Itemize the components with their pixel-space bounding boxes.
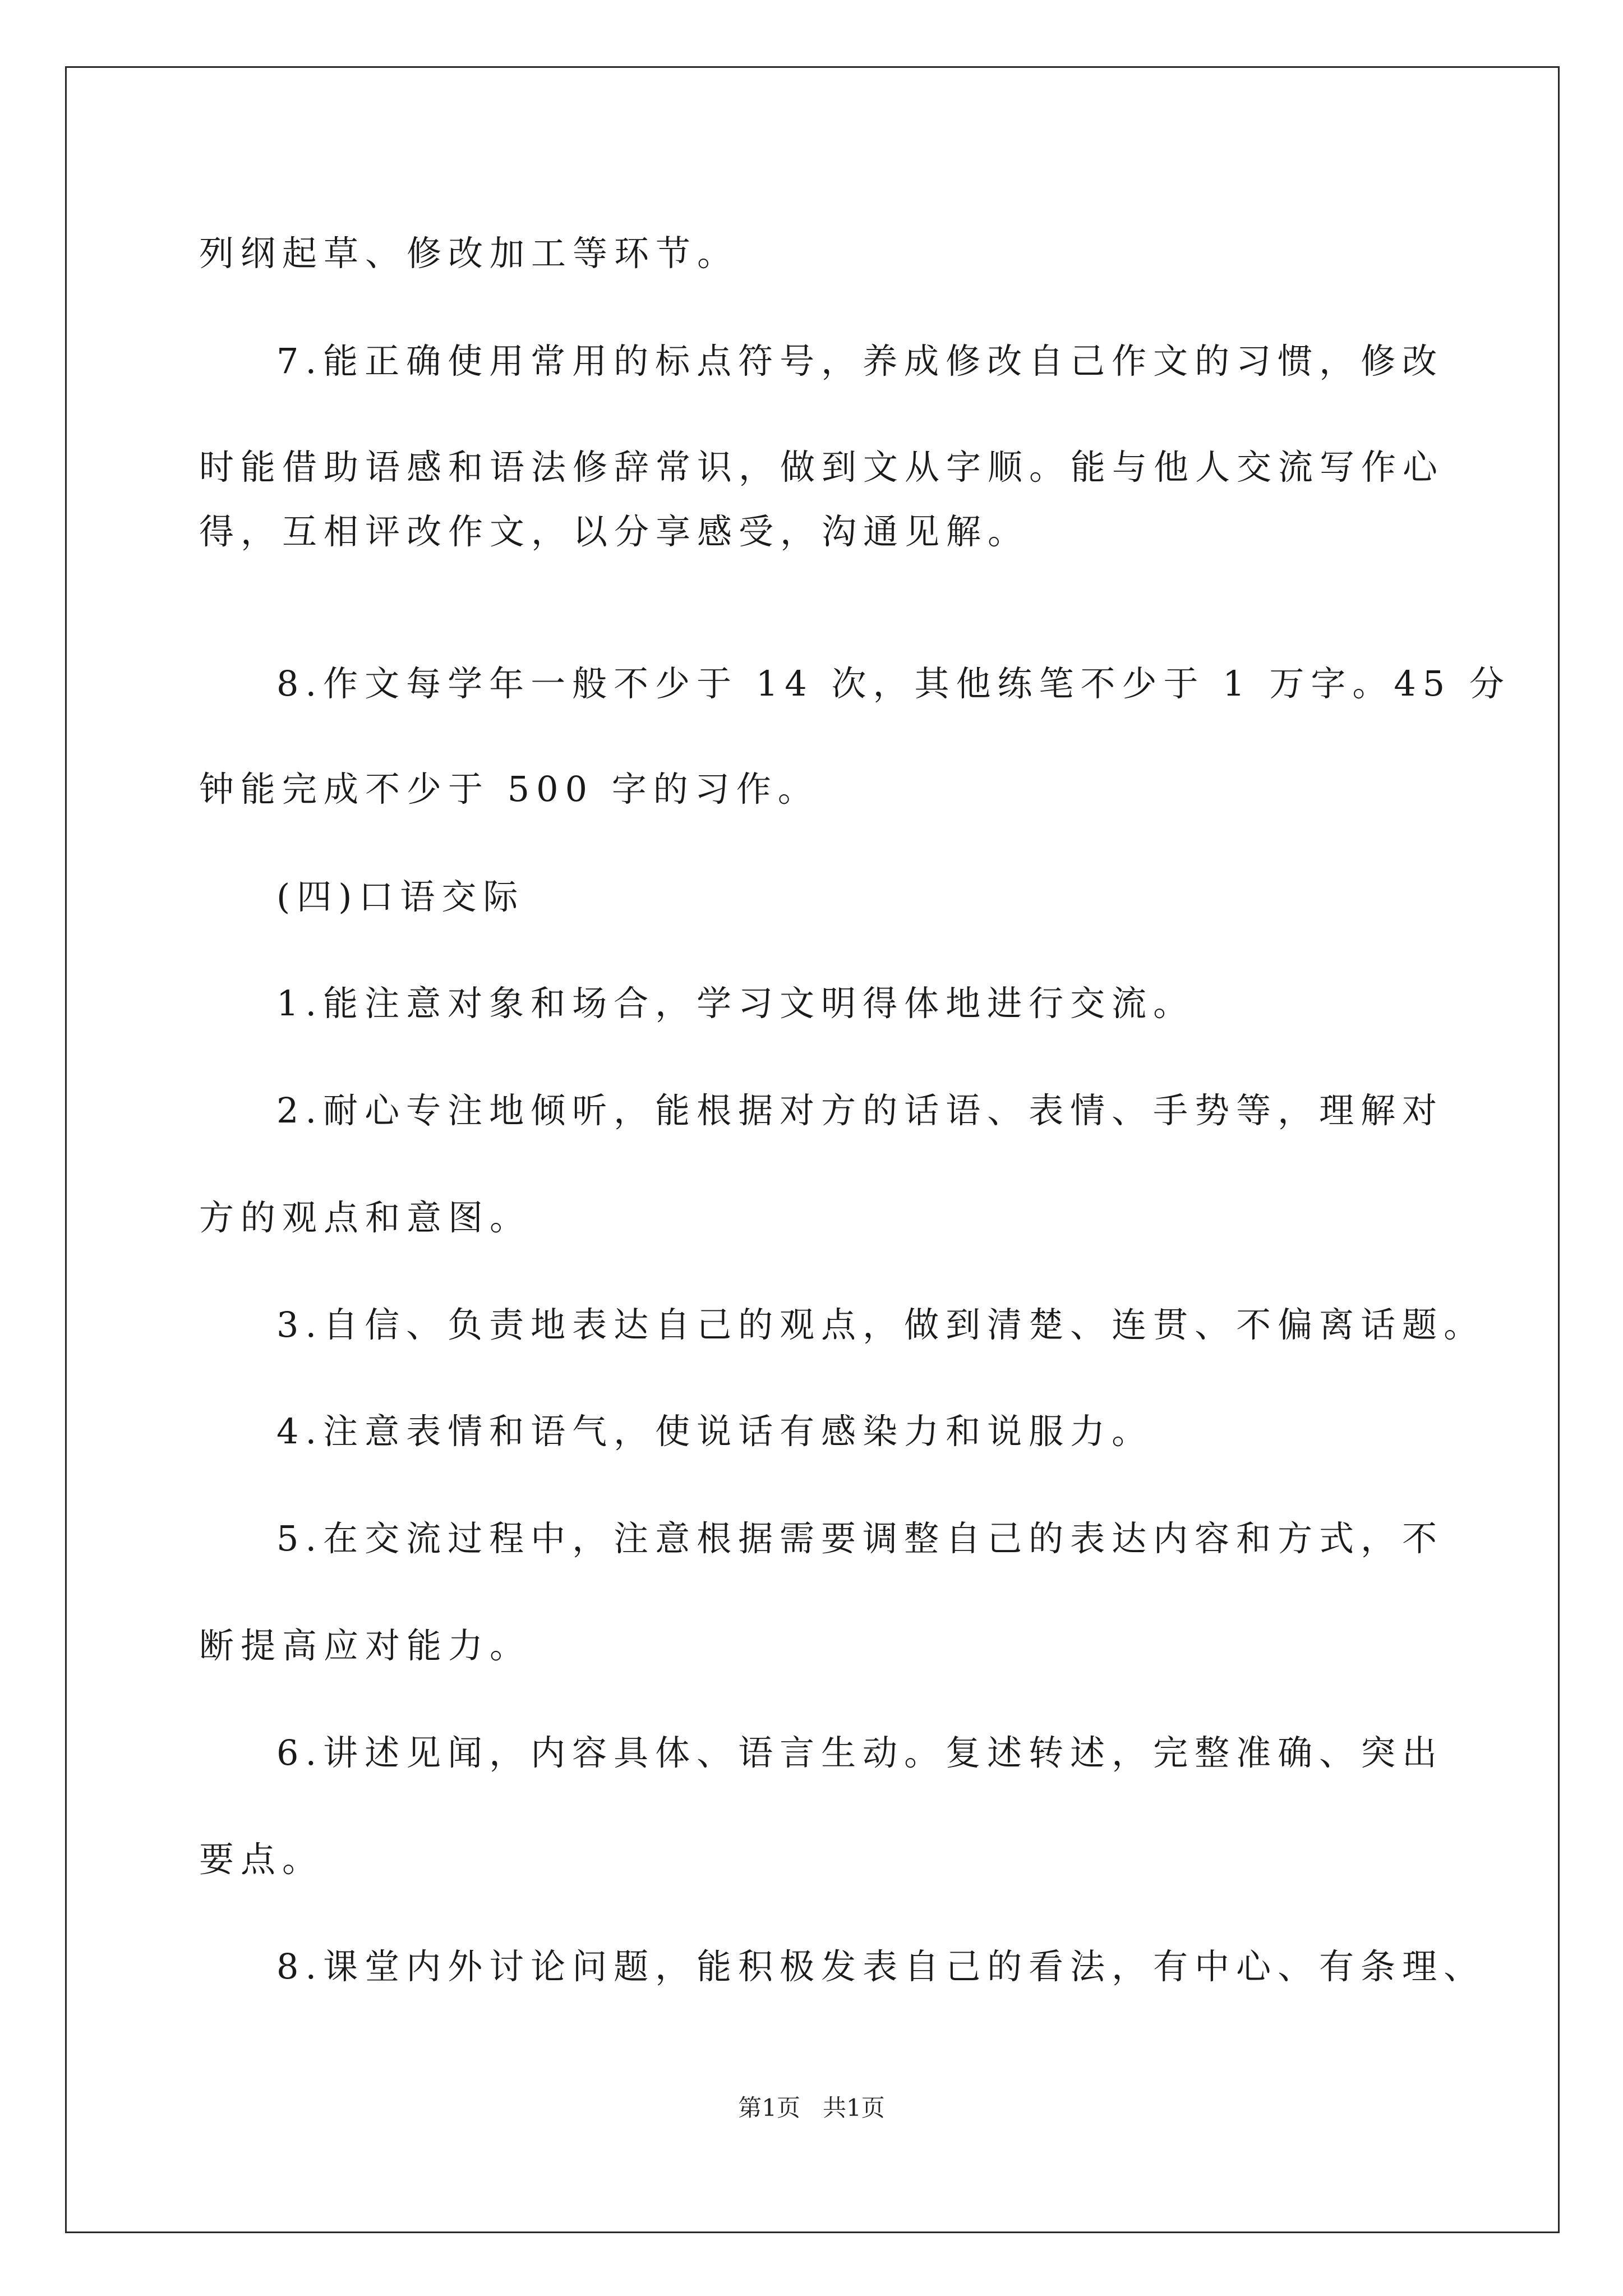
section-heading: (四)口语交际 (276, 876, 525, 917)
page-footer: 第1页 共1页 (738, 2094, 885, 2122)
text-line: 列纲起草、修改加工等环节。 (199, 233, 739, 274)
text-line: 1.能注意对象和场合，学习文明得体地进行交流。 (276, 983, 1195, 1024)
text-line: 钟能完成不少于 500 字的习作。 (199, 769, 819, 809)
page-border (65, 66, 1560, 2233)
text-line: 要点。 (199, 1839, 324, 1880)
text-line: 4.注意表情和语气，使说话有感染力和说服力。 (276, 1411, 1154, 1452)
text-line: 6.讲述见闻，内容具体、语言生动。复述转述，完整准确、突出 (276, 1732, 1444, 1773)
text-line: 方的观点和意图。 (199, 1197, 532, 1238)
text-line: 得，互相评改作文，以分享感受，沟通见解。 (199, 511, 1030, 552)
text-line: 时能借助语感和语法修辞常识，做到文从字顺。能与他人交流写作心 (199, 447, 1445, 487)
text-line: 8.课堂内外讨论问题，能积极发表自己的看法，有中心、有条理、 (276, 1946, 1486, 1987)
text-line: 3.自信、负责地表达自己的观点，做到清楚、连贯、不偏离话题。 (276, 1304, 1486, 1345)
text-line: 2.耐心专注地倾听，能根据对方的话语、表情、手势等，理解对 (276, 1090, 1444, 1131)
text-line: 断提高应对能力。 (199, 1625, 532, 1666)
text-line: 7.能正确使用常用的标点符号，养成修改自己作文的习惯，修改 (276, 341, 1444, 381)
text-line: 5.在交流过程中，注意根据需要调整自己的表达内容和方式，不 (276, 1518, 1444, 1559)
text-line: 8.作文每学年一般不少于 14 次，其他练笔不少于 1 万字。45 分 (276, 663, 1511, 704)
